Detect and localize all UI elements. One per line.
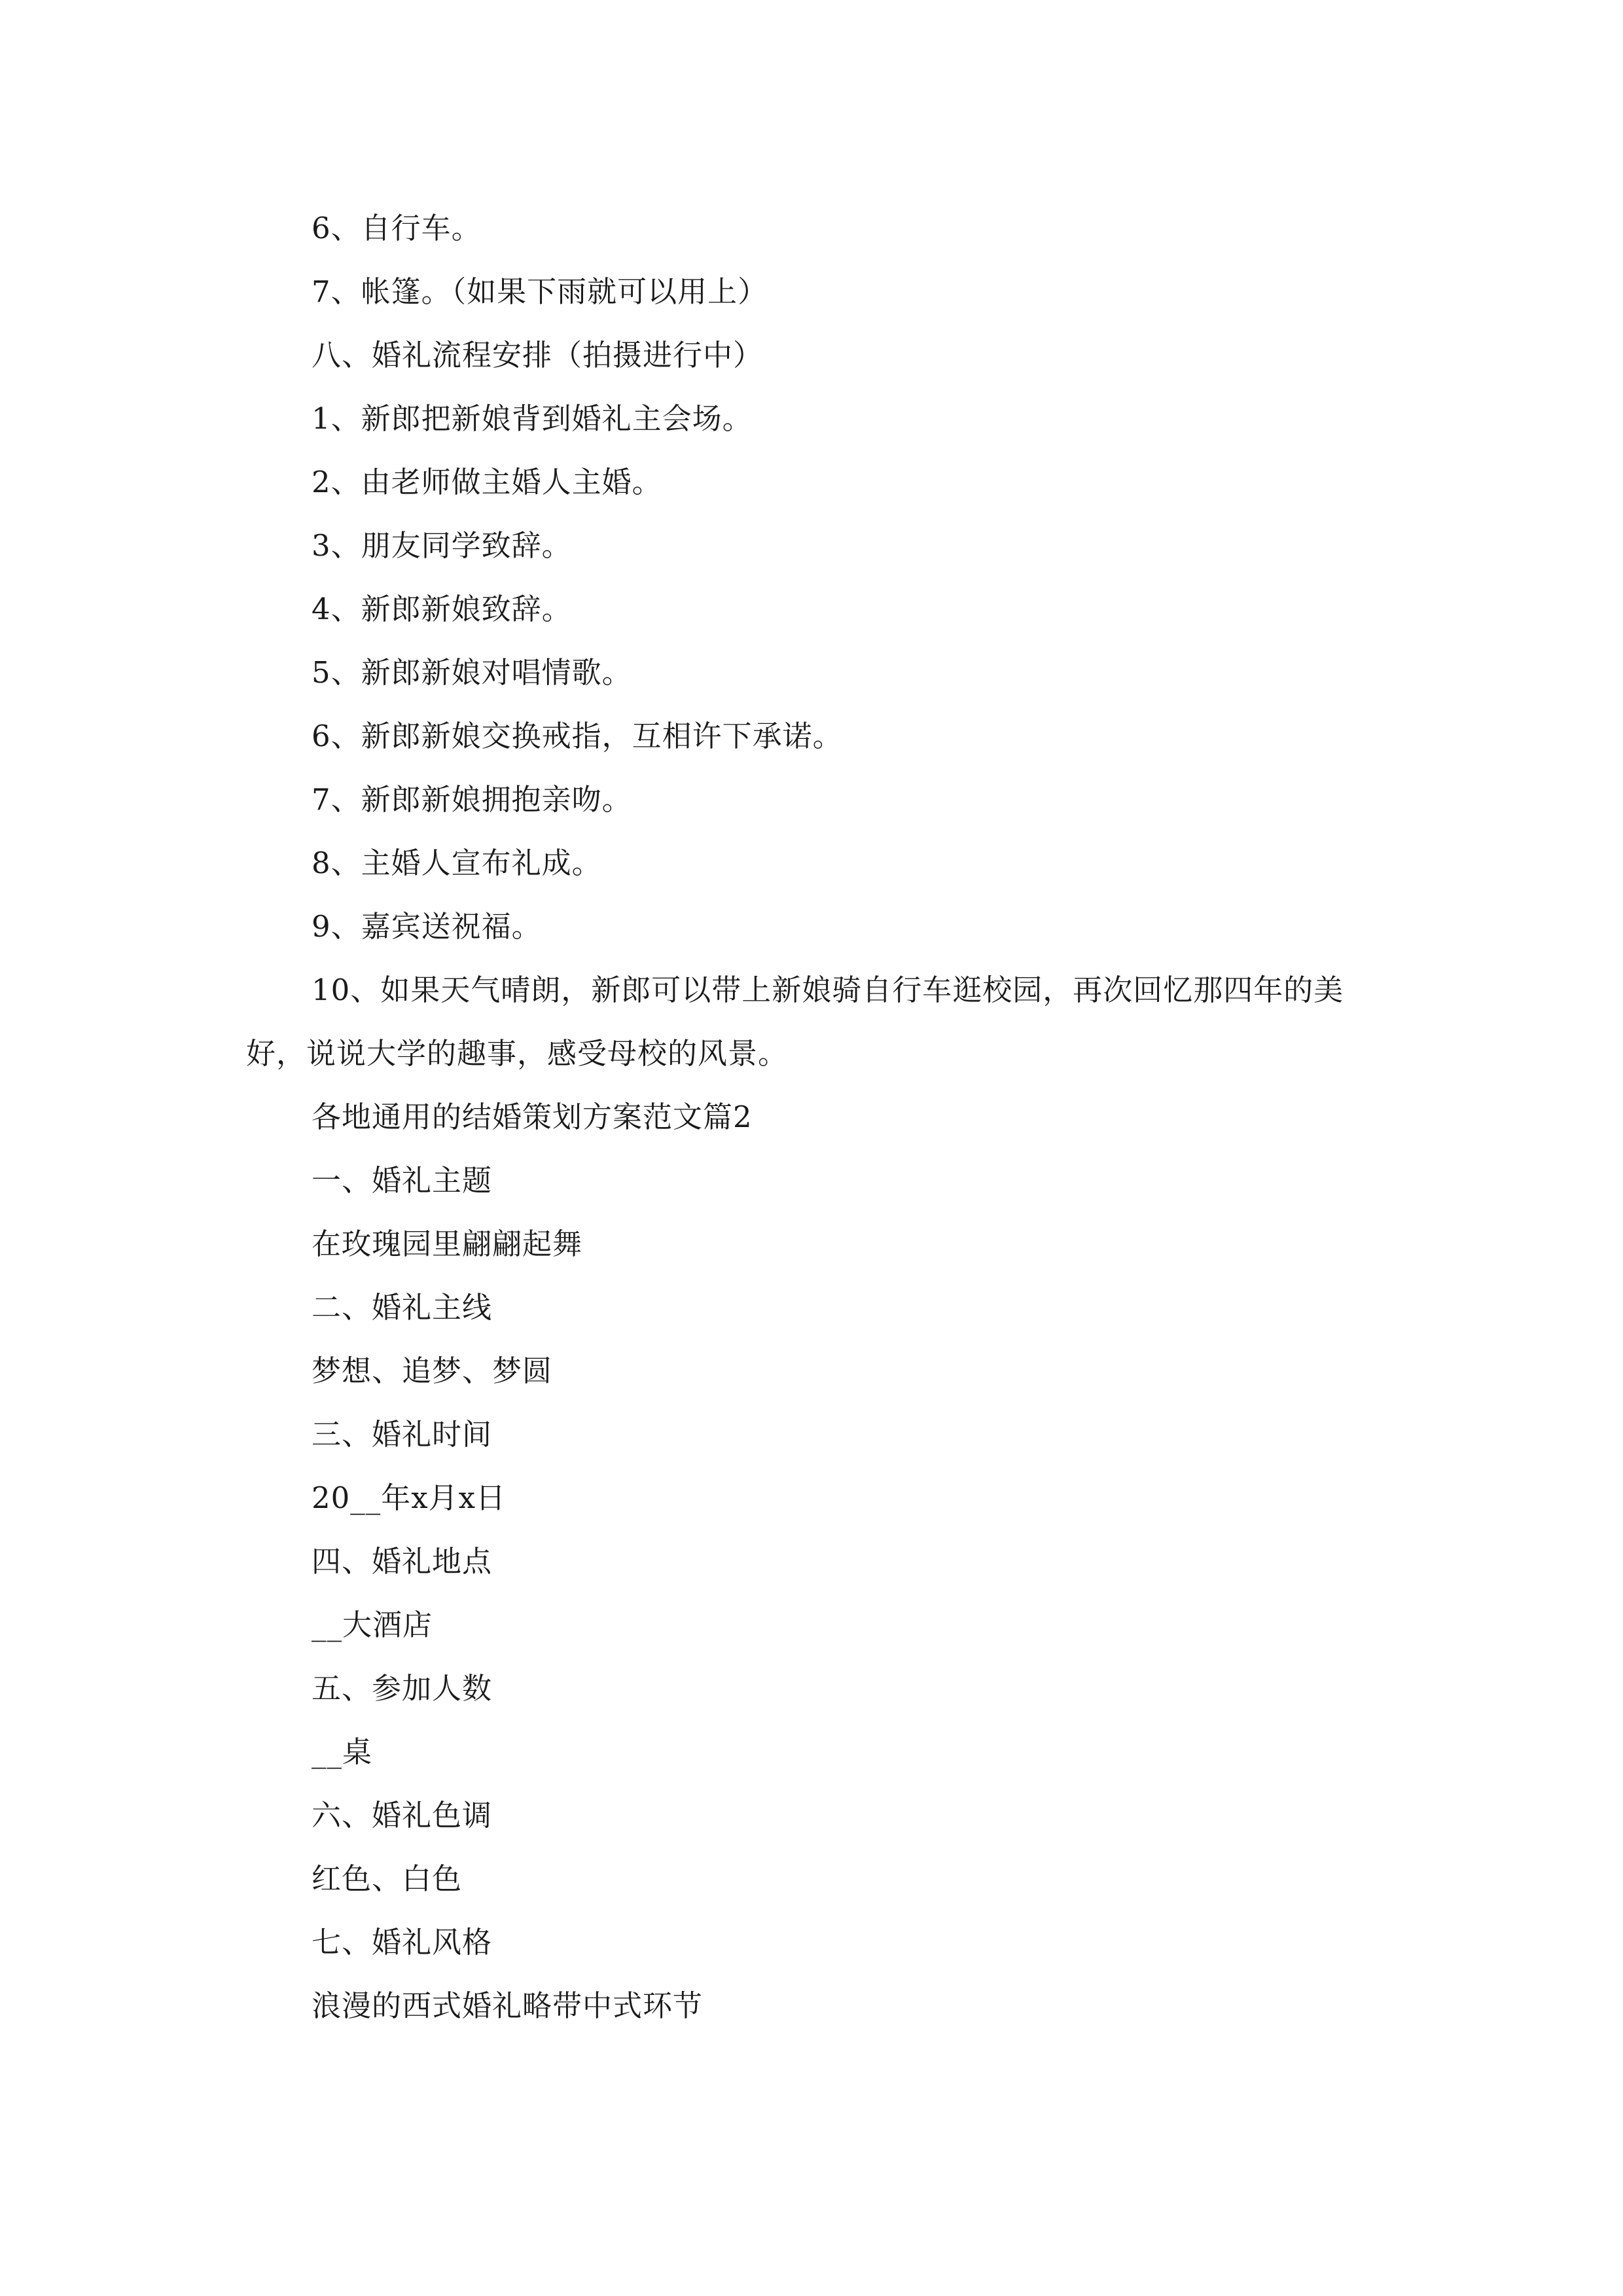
paragraph: 浪漫的西式婚礼略带中式环节	[312, 1988, 704, 2023]
section-heading: 四、婚礼地点	[312, 1544, 493, 1579]
section-heading: 二、婚礼主线	[312, 1290, 493, 1325]
list-item: 6、自行车。	[312, 211, 482, 245]
paragraph: __桌	[312, 1734, 373, 1769]
list-item: 8、主婚人宣布礼成。	[312, 846, 602, 880]
section-heading: 六、婚礼色调	[312, 1798, 493, 1833]
section-heading: 七、婚礼风格	[312, 1925, 493, 1960]
list-item: 9、嘉宾送祝福。	[312, 909, 542, 944]
article-title: 各地通用的结婚策划方案范文篇2	[312, 1100, 753, 1134]
list-item: 4、新郎新娘致辞。	[312, 592, 572, 626]
paragraph: 梦想、追梦、梦圆	[312, 1354, 553, 1388]
list-item: 6、新郎新娘交换戒指，互相许下承诺。	[312, 719, 843, 753]
paragraph: 在玫瑰园里翩翩起舞	[312, 1227, 583, 1261]
list-item: 7、帐篷。（如果下雨就可以用上）	[312, 274, 768, 309]
list-item: 5、新郎新娘对唱情歌。	[312, 655, 632, 690]
section-heading: 八、婚礼流程安排（拍摄进行中）	[312, 338, 764, 372]
list-item: 10、如果天气晴朗，新郎可以带上新娘骑自行车逛校园，再次回忆那四年的美好，说说大学的趣事，感受母校的风景。	[246, 973, 1344, 1071]
list-item: 2、由老师做主婚人主婚。	[312, 465, 662, 499]
section-heading: 五、参加人数	[312, 1671, 493, 1706]
list-item: 3、朋友同学致辞。	[312, 528, 572, 563]
list-item: 1、新郎把新娘背到婚礼主会场。	[312, 401, 753, 436]
list-item: 7、新郎新娘拥抱亲吻。	[312, 782, 632, 817]
section-heading: 三、婚礼时间	[312, 1417, 493, 1452]
paragraph: 20__年x月x日	[312, 1480, 507, 1515]
section-heading: 一、婚礼主题	[312, 1163, 493, 1198]
paragraph: 红色、白色	[312, 1861, 463, 1896]
paragraph: __大酒店	[312, 1607, 433, 1642]
